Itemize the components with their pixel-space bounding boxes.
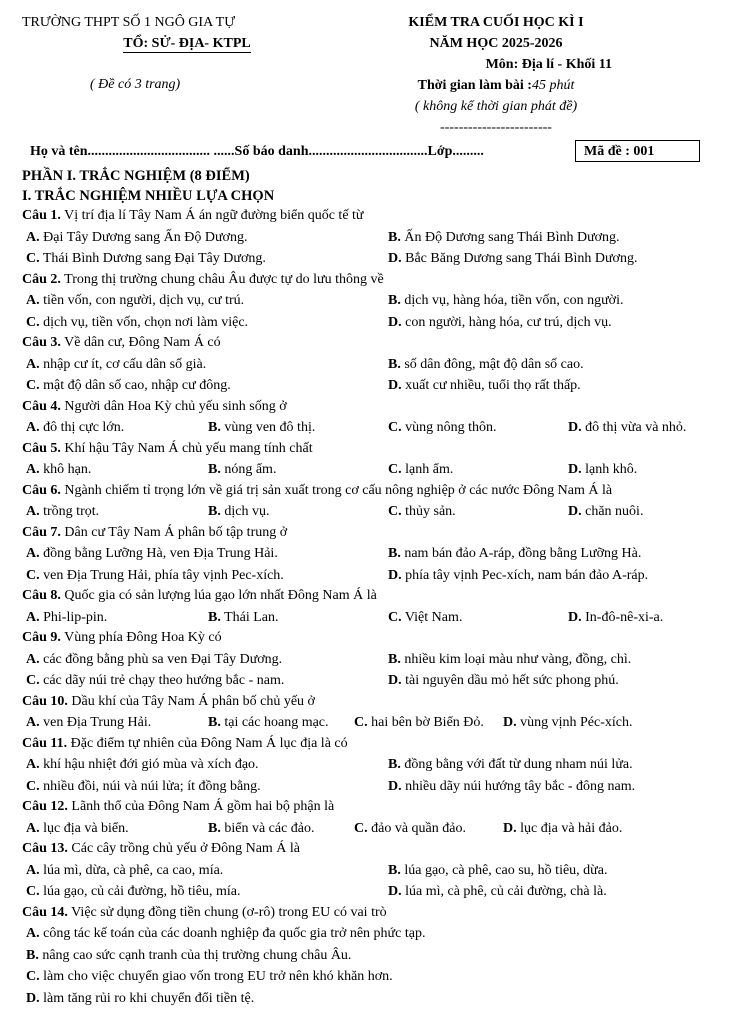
- option-text: khí hậu nhiệt đới gió mùa và xích đạo.: [39, 757, 259, 772]
- options-row: [22, 375, 712, 397]
- options-row: [22, 501, 712, 523]
- option-text: lúa gạo, củ cải đường, hồ tiêu, mía.: [39, 884, 241, 899]
- option-text: trồng trọt.: [39, 504, 100, 519]
- question-number: Câu 1.: [22, 208, 61, 223]
- option-letter: D.: [568, 462, 582, 477]
- option-letter: A.: [26, 462, 40, 477]
- answer-option-c: [388, 459, 453, 481]
- option-text: thủy sản.: [401, 504, 456, 519]
- options-row: [22, 818, 712, 840]
- option-letter: D.: [388, 314, 402, 330]
- option-text: đồng bằng với đất từ dung nham núi lửa.: [400, 757, 633, 772]
- question-10: [22, 692, 712, 713]
- option-text: hai bên bờ Biển Đỏ.: [367, 715, 484, 730]
- options-row: [22, 712, 712, 734]
- answer-option-b: [388, 290, 623, 312]
- option-letter: B.: [388, 356, 401, 372]
- question-14: [22, 903, 712, 924]
- option-letter: C.: [388, 504, 402, 519]
- question-number: Câu 7.: [22, 524, 61, 540]
- answer-option-c: [26, 670, 284, 692]
- option-letter: D.: [568, 420, 582, 435]
- question-number: Câu 8.: [22, 588, 61, 603]
- option-letter: D.: [388, 567, 402, 583]
- answer-option-b: [208, 417, 315, 439]
- option-text: Thái Bình Dương sang Đại Tây Dương.: [39, 251, 266, 266]
- option-letter: B.: [388, 293, 401, 308]
- question-13: [22, 839, 712, 860]
- answer-option-c: [26, 312, 248, 334]
- duration: [378, 75, 614, 96]
- option-letter: C.: [388, 420, 402, 435]
- option-text: tiền vốn, con người, dịch vụ, cư trú.: [39, 293, 245, 308]
- option-text: lạnh ẩm.: [401, 462, 454, 477]
- option-text: Thái Lan.: [220, 609, 279, 625]
- option-letter: B.: [208, 609, 221, 625]
- answer-option-c: [26, 375, 231, 397]
- question-number: Câu 14.: [22, 904, 68, 920]
- question-text: Vị trí địa lí Tây Nam Á án ngữ đường biển quốc tế từ: [60, 208, 364, 223]
- option-letter: A.: [26, 926, 40, 941]
- options-row: [22, 966, 712, 988]
- options-row: [22, 354, 712, 376]
- pages-note: ( Đề có 3 trang): [90, 77, 181, 92]
- school-name: TRƯỜNG THPT SỐ 1 NGÔ GIA TỰ: [22, 15, 236, 30]
- option-text: làm tăng rủi ro khi chuyển đổi tiền tệ.: [39, 990, 255, 1006]
- option-letter: A.: [26, 820, 40, 836]
- answer-option-c: [388, 417, 497, 439]
- option-letter: D.: [388, 251, 402, 266]
- question-text: Khí hậu Tây Nam Á chủ yếu mang tính chất: [60, 440, 313, 456]
- option-letter: B.: [388, 546, 401, 561]
- question-text: Ngành chiếm tỉ trọng lớn về giá trị sản xuất trong cơ cấu nông nghiệp ở các nước Đông Nam Á là: [60, 482, 613, 498]
- option-text: xuất cư nhiều, tuổi thọ rất thấp.: [401, 378, 581, 393]
- answer-option-b: [208, 818, 315, 840]
- option-text: lục địa và biển.: [39, 820, 129, 836]
- option-text: phía tây vịnh Pec-xích, nam bán đảo A-ráp.: [401, 567, 649, 583]
- options-row: [22, 776, 712, 798]
- option-letter: B.: [208, 420, 221, 435]
- header-left: [22, 12, 352, 95]
- option-letter: B.: [388, 757, 401, 772]
- options-row: [22, 881, 712, 903]
- options-row: [22, 607, 712, 629]
- option-letter: A.: [26, 229, 40, 245]
- answer-option-a: [26, 227, 247, 249]
- question-number: Câu 4.: [22, 398, 61, 414]
- answer-option-c: [354, 818, 466, 840]
- option-letter: D.: [503, 715, 517, 730]
- answer-option-c: [26, 776, 261, 798]
- answer-option-c: [26, 881, 240, 903]
- part-title: PHẦN I. TRẮC NGHIỆM (8 ĐIỂM): [22, 168, 250, 184]
- option-letter: D.: [388, 778, 402, 794]
- option-text: chăn nuôi.: [581, 504, 644, 519]
- option-text: đồng bằng Lưỡng Hà, ven Địa Trung Hải.: [39, 546, 278, 561]
- option-text: ven Địa Trung Hải.: [39, 715, 152, 730]
- option-letter: A.: [26, 504, 40, 519]
- answer-option-a: [26, 543, 278, 565]
- answer-option-d: [503, 712, 633, 734]
- answer-option-a: [26, 754, 259, 776]
- duration-note: ( không kể thời gian phát đề): [414, 99, 578, 114]
- header-right: [378, 12, 614, 138]
- answer-option-a: [26, 290, 244, 312]
- question-8: [22, 586, 712, 607]
- options-row: [22, 923, 712, 945]
- option-text: nam bán đảo A-ráp, đồng bằng Lưỡng Hà.: [400, 546, 642, 561]
- question-text: Lãnh thổ của Đông Nam Á gồm hai bộ phận là: [67, 799, 335, 814]
- option-text: vùng ven đô thị.: [220, 420, 316, 435]
- option-text: khô hạn.: [39, 462, 92, 477]
- option-letter: C.: [26, 251, 40, 266]
- department-name: [22, 33, 352, 54]
- option-text: con người, hàng hóa, cư trú, dịch vụ.: [401, 314, 612, 330]
- option-text: vùng nông thôn.: [401, 420, 497, 435]
- answer-option-d: [388, 375, 581, 397]
- option-text: biển và các đảo.: [220, 820, 315, 836]
- option-letter: D.: [388, 884, 402, 899]
- options-row: [22, 754, 712, 776]
- option-letter: A.: [26, 420, 40, 435]
- section-title: I. TRẮC NGHIỆM NHIỀU LỰA CHỌN: [22, 188, 275, 204]
- answer-option-a: [26, 818, 129, 840]
- question-number: Câu 11.: [22, 735, 68, 751]
- options-row: [22, 860, 712, 882]
- answer-option-d: [503, 818, 622, 840]
- answer-option-a: [26, 923, 425, 945]
- option-text: nhiều đồi, núi và núi lửa; ít đồng bằng.: [39, 778, 261, 794]
- option-letter: B.: [208, 462, 221, 477]
- question-number: Câu 3.: [22, 335, 61, 350]
- option-letter: D.: [568, 504, 582, 519]
- options-row: [22, 459, 712, 481]
- question-list: [22, 206, 712, 1009]
- option-text: tài nguyên dầu mỏ hết sức phong phú.: [401, 673, 619, 688]
- option-letter: D.: [503, 820, 517, 836]
- question-text: Đặc điểm tự nhiên của Đông Nam Á lục địa là có: [67, 735, 348, 751]
- question-text: Trong thị trường chung châu Âu được tự do lưu thông về: [60, 271, 384, 287]
- exam-title: KIỂM TRA CUỐI HỌC KÌ I: [408, 15, 584, 30]
- option-letter: C.: [26, 567, 40, 583]
- question-text: Các cây trồng chủ yếu ở Đông Nam Á là: [67, 841, 301, 856]
- option-text: ven Địa Trung Hải, phía tây vịnh Pec-xích.: [39, 567, 284, 583]
- options-row: [22, 312, 712, 334]
- question-2: [22, 270, 712, 291]
- question-4: [22, 397, 712, 418]
- option-text: các dãy núi trẻ chạy theo hướng bắc - nam.: [39, 673, 285, 688]
- option-text: nóng ẩm.: [220, 462, 277, 477]
- option-letter: B.: [26, 947, 39, 963]
- answer-option-d: [568, 459, 637, 481]
- option-text: công tác kế toán của các doanh nghiệp đa quốc gia trở nên phức tạp.: [39, 926, 426, 941]
- option-text: Ấn Độ Dương sang Thái Bình Dương.: [400, 229, 620, 245]
- option-letter: B.: [208, 715, 221, 730]
- exam-header: [0, 0, 730, 140]
- exam-code-box: Mã đề : 001: [575, 140, 700, 162]
- answer-option-a: [26, 354, 206, 376]
- option-letter: A.: [26, 757, 40, 772]
- question-number: Câu 10.: [22, 693, 68, 709]
- option-letter: B.: [208, 820, 221, 836]
- option-text: các đồng bằng phù sa ven Đại Tây Dương.: [39, 651, 283, 667]
- answer-option-a: [26, 712, 151, 734]
- option-text: lúa gạo, cà phê, cao su, hồ tiêu, dừa.: [400, 862, 608, 878]
- option-text: làm cho việc chuyển giao vốn trong EU trở nên khó khăn hơn.: [39, 969, 393, 984]
- answer-option-a: [26, 417, 124, 439]
- options-row: [22, 227, 712, 249]
- option-text: In-đô-nê-xi-a.: [581, 609, 664, 625]
- answer-option-b: [208, 607, 279, 629]
- option-text: nâng cao sức cạnh tranh của thị trường chung châu Âu.: [38, 947, 352, 963]
- school-year: NĂM HỌC 2025-2026: [429, 36, 563, 51]
- answer-option-a: [26, 649, 282, 671]
- question-text: Vùng phía Đông Hoa Kỳ có: [60, 630, 222, 645]
- answer-option-d: [388, 881, 607, 903]
- option-letter: C.: [388, 609, 402, 625]
- option-text: đô thị cực lớn.: [39, 420, 125, 435]
- student-info-fields: Họ và tên................................... ......Số báo danh..................................Lớp.........: [30, 144, 484, 159]
- option-text: nhập cư ít, cơ cấu dân số già.: [39, 356, 207, 372]
- question-number: Câu 6.: [22, 482, 61, 498]
- question-text: Dầu khí của Tây Nam Á phân bố chủ yếu ở: [67, 693, 315, 709]
- answer-option-d: [568, 607, 663, 629]
- option-text: đảo và quần đảo.: [367, 820, 466, 836]
- option-text: lục địa và hải đảo.: [516, 820, 623, 836]
- option-text: dịch vụ.: [220, 504, 270, 519]
- option-text: Phi-lip-pin.: [39, 609, 108, 625]
- option-text: số dân đông, mật độ dân số cao.: [400, 356, 584, 372]
- option-letter: A.: [26, 715, 40, 730]
- question-9: [22, 628, 712, 649]
- question-11: [22, 734, 712, 755]
- answer-option-d: [388, 248, 637, 270]
- options-row: [22, 945, 712, 967]
- question-1: [22, 206, 712, 227]
- option-letter: B.: [388, 651, 401, 667]
- options-row: [22, 290, 712, 312]
- option-text: Việt Nam.: [401, 609, 463, 625]
- answer-option-a: [26, 459, 91, 481]
- answer-option-c: [388, 607, 462, 629]
- department-label: TỔ: SỬ- ĐỊA- KTPL: [123, 36, 251, 51]
- answer-option-d: [568, 501, 643, 523]
- answer-option-b: [208, 501, 269, 523]
- options-row: [22, 248, 712, 270]
- option-text: mật độ dân số cao, nhập cư đông.: [39, 378, 231, 393]
- answer-option-c: [388, 501, 456, 523]
- option-letter: A.: [26, 356, 40, 372]
- answer-option-d: [388, 565, 648, 587]
- question-6: [22, 481, 712, 502]
- question-text: Việc sử dụng đồng tiền chung (ơ-rô) trong EU có vai trò: [67, 904, 387, 920]
- exam-content: [22, 166, 712, 1009]
- option-letter: C.: [26, 673, 40, 688]
- option-letter: A.: [26, 862, 40, 878]
- option-text: nhiều kim loại màu như vàng, đồng, chì.: [400, 651, 632, 667]
- question-text: Quốc gia có sản lượng lúa gạo lớn nhất Đông Nam Á là: [60, 588, 377, 603]
- answer-option-b: [26, 945, 351, 967]
- option-letter: C.: [26, 778, 40, 794]
- option-text: lúa mì, dừa, cà phê, ca cao, mía.: [39, 862, 224, 878]
- option-letter: A.: [26, 293, 40, 308]
- option-letter: A.: [26, 651, 40, 667]
- option-letter: B.: [388, 862, 401, 878]
- option-letter: A.: [26, 546, 40, 561]
- answer-option-a: [26, 607, 107, 629]
- option-letter: D.: [388, 378, 402, 393]
- option-text: lạnh khô.: [581, 462, 638, 477]
- question-number: Câu 12.: [22, 799, 68, 814]
- answer-option-d: [568, 417, 686, 439]
- duration-value: 45 phút: [531, 78, 575, 93]
- option-letter: D.: [388, 673, 402, 688]
- option-letter: C.: [388, 462, 402, 477]
- answer-option-b: [388, 543, 641, 565]
- options-row: [22, 543, 712, 565]
- answer-option-d: [388, 776, 635, 798]
- question-text: Về dân cư, Đông Nam Á có: [60, 335, 221, 350]
- answer-option-c: [354, 712, 484, 734]
- question-7: [22, 523, 712, 544]
- option-text: lúa mì, cà phê, củ cải đường, chà là.: [401, 884, 607, 899]
- option-text: Đại Tây Dương sang Ấn Độ Dương.: [39, 229, 248, 245]
- answer-option-b: [388, 860, 607, 882]
- answer-option-d: [388, 312, 612, 334]
- answer-option-a: [26, 860, 223, 882]
- option-letter: D.: [26, 990, 40, 1006]
- answer-option-b: [208, 459, 276, 481]
- question-number: Câu 9.: [22, 630, 61, 645]
- answer-option-b: [388, 227, 620, 249]
- answer-option-a: [26, 501, 99, 523]
- answer-option-c: [26, 966, 393, 988]
- question-3: [22, 333, 712, 354]
- answer-option-b: [388, 754, 633, 776]
- question-5: [22, 439, 712, 460]
- option-letter: C.: [26, 884, 40, 899]
- question-text: Dân cư Tây Nam Á phân bố tập trung ở: [60, 524, 288, 540]
- options-row: [22, 417, 712, 439]
- options-row: [22, 988, 712, 1010]
- question-number: Câu 2.: [22, 271, 61, 287]
- option-letter: C.: [26, 378, 40, 393]
- option-letter: D.: [568, 609, 582, 625]
- question-text: Người dân Hoa Kỳ chủ yếu sinh sống ở: [60, 398, 287, 414]
- answer-option-c: [26, 248, 266, 270]
- answer-option-b: [388, 354, 584, 376]
- option-text: nhiều dãy núi hướng tây bắc - đông nam.: [401, 778, 636, 794]
- answer-option-b: [388, 649, 631, 671]
- option-letter: A.: [26, 609, 40, 625]
- option-text: tại các hoang mạc.: [220, 715, 329, 730]
- option-letter: C.: [26, 969, 40, 984]
- options-row: [22, 565, 712, 587]
- answer-option-d: [26, 988, 254, 1010]
- option-letter: B.: [388, 229, 401, 245]
- option-text: dịch vụ, hàng hóa, tiền vốn, con người.: [400, 293, 624, 308]
- option-text: đô thị vừa và nhỏ.: [581, 420, 687, 435]
- answer-option-b: [208, 712, 329, 734]
- question-12: [22, 797, 712, 818]
- options-row: [22, 649, 712, 671]
- subject: Môn: Địa lí - Khối 11: [485, 57, 612, 72]
- option-letter: C.: [26, 314, 40, 330]
- duration-label: Thời gian làm bài :: [417, 78, 532, 93]
- options-row: [22, 670, 712, 692]
- option-letter: C.: [354, 715, 368, 730]
- option-letter: C.: [354, 820, 368, 836]
- option-text: Bắc Băng Dương sang Thái Bình Dương.: [401, 251, 638, 266]
- option-text: dịch vụ, tiền vốn, chọn nơi làm việc.: [39, 314, 249, 330]
- header-separator: ------------------------: [440, 120, 552, 135]
- question-number: Câu 13.: [22, 841, 68, 856]
- answer-option-c: [26, 565, 284, 587]
- answer-option-d: [388, 670, 619, 692]
- question-number: Câu 5.: [22, 440, 61, 456]
- option-text: vùng vịnh Péc-xích.: [516, 715, 633, 730]
- option-letter: B.: [208, 504, 221, 519]
